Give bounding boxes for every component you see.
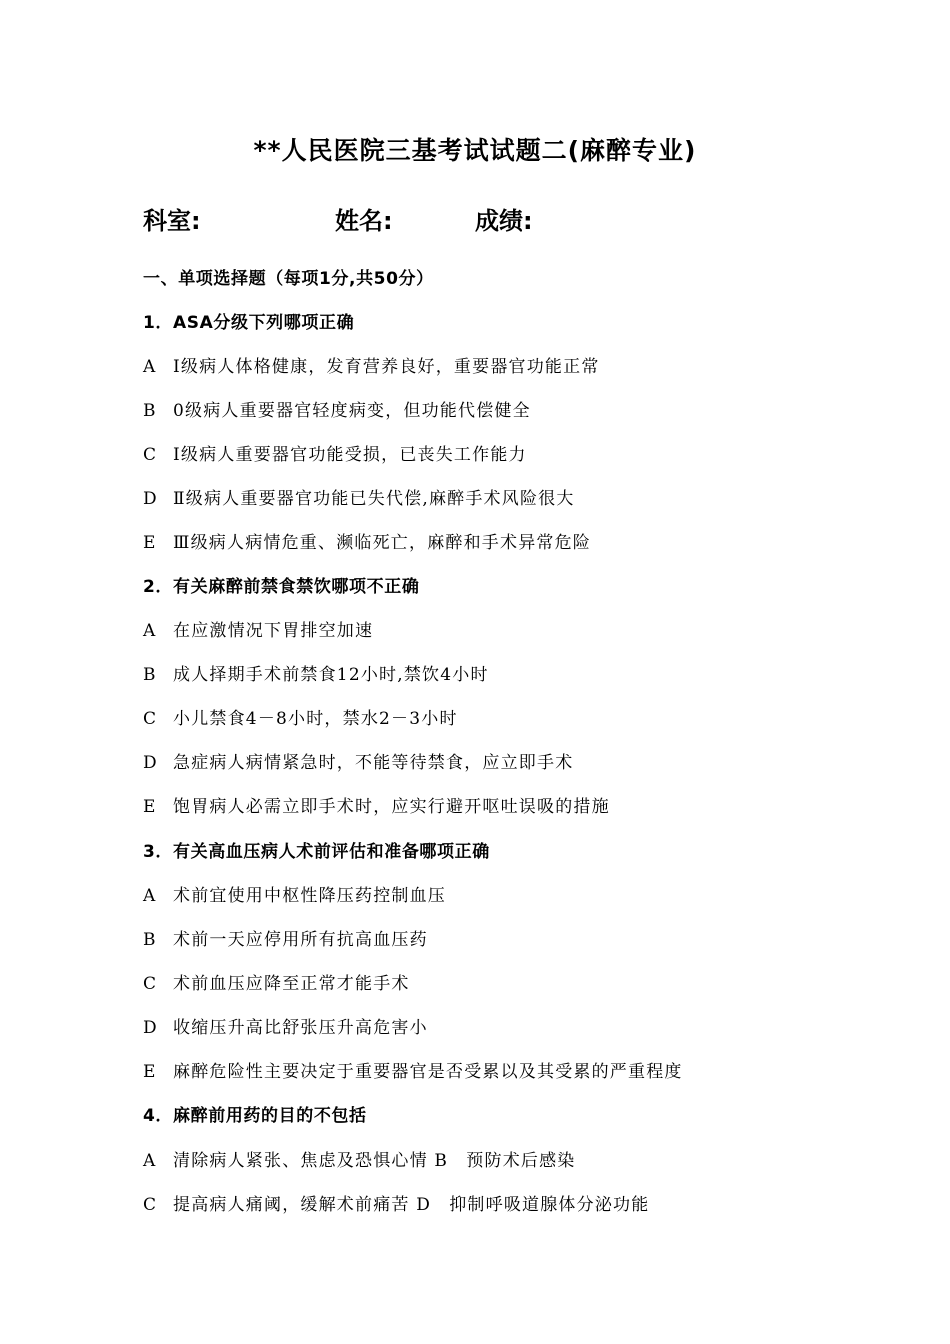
option-letter: C (143, 974, 158, 994)
option-text: 术前宜使用中枢性降压药控制血压 (173, 886, 446, 906)
option-3c (143, 972, 410, 996)
option-text: 提高病人痛阈，缓解术前痛苦 D 抑制呼吸道腺体分泌功能 (173, 1195, 650, 1215)
question-4: 4．麻醉前用药的目的不包括 (143, 1106, 367, 1126)
option-text: Ⅰ级病人重要器官功能受损，已丧失工作能力 (173, 445, 527, 465)
option-letter: E (143, 533, 157, 553)
option-letter: A (143, 357, 157, 377)
question-2: 2．有关麻醉前禁食禁饮哪项不正确 (143, 577, 420, 597)
option-1c (143, 443, 527, 467)
option-4a (143, 1149, 576, 1173)
option-letter: D (143, 753, 158, 773)
question-1: 1．ASA分级下列哪项正确 (143, 313, 355, 333)
page-title: **人民医院三基考试试题二(麻醉专业) (253, 136, 697, 165)
option-letter: A (143, 1151, 157, 1171)
option-text: 收缩压升高比舒张压升高危害小 (173, 1018, 428, 1038)
option-text: 急症病人病情紧急时，不能等待禁食，应立即手术 (173, 753, 574, 773)
option-letter: D (143, 489, 158, 509)
option-1d (143, 487, 575, 511)
option-text: 小儿禁食4－8小时，禁水2－3小时 (173, 709, 458, 729)
option-text: Ⅲ级病人病情危重、濒临死亡，麻醉和手术异常危险 (173, 533, 591, 553)
option-text: 术前一天应停用所有抗高血压药 (173, 930, 428, 950)
option-letter: C (143, 1195, 158, 1215)
option-letter: A (143, 621, 157, 641)
option-1b (143, 399, 531, 423)
option-text: Ⅰ级病人体格健康，发育营养良好，重要器官功能正常 (173, 357, 600, 377)
section-heading: 一、单项选择题（每项1分,共50分） (143, 269, 434, 289)
option-letter: C (143, 709, 158, 729)
option-2b (143, 663, 489, 687)
option-text: Ⅱ级病人重要器官功能已失代偿,麻醉手术风险很大 (173, 489, 575, 509)
option-text: 成人择期手术前禁食12小时,禁饮4小时 (173, 665, 489, 685)
option-4c (143, 1193, 649, 1217)
option-text: 0级病人重要器官轻度病变，但功能代偿健全 (173, 401, 531, 421)
option-2a (143, 619, 373, 643)
question-3: 3．有关高血压病人术前评估和准备哪项正确 (143, 842, 490, 862)
option-3b (143, 928, 428, 952)
score-label: 成绩: (475, 207, 533, 235)
option-letter: E (143, 1062, 157, 1082)
option-2e (143, 795, 610, 819)
option-letter: E (143, 797, 157, 817)
option-3a (143, 884, 446, 908)
option-letter: B (143, 665, 157, 685)
option-letter: C (143, 445, 158, 465)
option-letter: B (143, 930, 157, 950)
option-letter: A (143, 886, 157, 906)
dept-label: 科室: (143, 207, 201, 235)
option-3e (143, 1060, 683, 1084)
option-text: 清除病人紧张、焦虑及恐惧心情 B 预防术后感染 (173, 1151, 576, 1171)
option-3d (143, 1016, 428, 1040)
option-text: 术前血压应降至正常才能手术 (173, 974, 410, 994)
option-text: 饱胃病人必需立即手术时，应实行避开呕吐误吸的措施 (173, 797, 610, 817)
option-text: 在应激情况下胃排空加速 (173, 621, 374, 641)
option-2c (143, 707, 458, 731)
option-2d (143, 751, 573, 775)
option-letter: D (143, 1018, 158, 1038)
option-letter: B (143, 401, 157, 421)
option-1a (143, 355, 600, 379)
name-label: 姓名: (335, 207, 393, 235)
option-text: 麻醉危险性主要决定于重要器官是否受累以及其受累的严重程度 (173, 1062, 683, 1082)
option-1e (143, 531, 591, 555)
